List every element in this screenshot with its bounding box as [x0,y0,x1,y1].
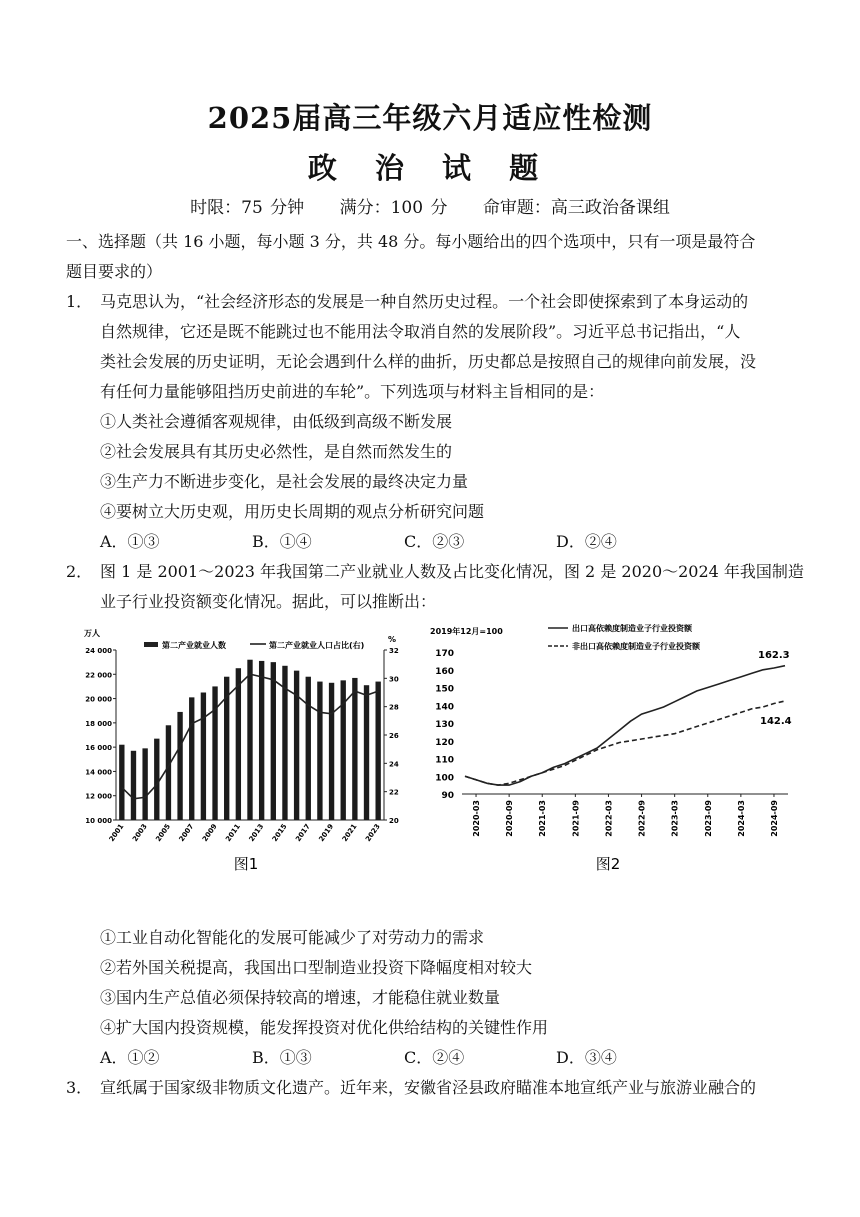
end-value-label: 142.4 [760,716,792,727]
left-tick-label: 16 000 [85,744,112,753]
option-c[interactable]: C．②④ [404,1048,465,1067]
x-tick-label: 2017 [294,822,312,844]
employment-bar [154,739,159,820]
x-tick-label: 2001 [107,822,126,844]
right-axis-unit: % [388,635,397,644]
legend-label: 非出口高依赖度制造业子行业投资额 [572,642,700,651]
x-tick-label: 2023-03 [670,800,680,837]
question-stem-line: 自然规律，它还是既不能跳过也不能用法令取消自然的发展阶段”。习近平总书记指出，“人 [100,322,741,341]
employment-bar [166,725,171,820]
employment-bar [306,677,311,820]
statement-item: ③生产力不断进步变化，是社会发展的最终决定力量 [100,472,469,491]
question-number: 2． [66,562,93,581]
statement-item: ③国内生产总值必须保持较高的增速，才能稳住就业数量 [100,988,501,1007]
section-line: 题目要求的） [66,262,163,281]
x-tick-label: 2024-03 [736,800,746,837]
statement-item: ①人类社会遵循客观规律，由低级到高级不断发展 [100,412,453,431]
employment-bar [119,745,124,820]
option-b[interactable]: B．①④ [252,532,312,551]
answer-options [100,529,708,552]
left-axis-unit: 万人 [84,629,100,638]
answer-options [100,1045,708,1068]
right-tick-label: 20 [389,817,399,825]
legend-label: 第二产业就业人数 [162,641,226,650]
employment-bar [177,712,182,820]
export-dependent-line [465,666,785,785]
left-tick-label: 18 000 [85,719,112,728]
employment-bar [294,671,299,820]
employment-bar [236,668,241,820]
figure-1-chart [82,622,418,880]
left-tick-label: 20 000 [85,695,112,704]
x-tick-label: 2019 [317,822,336,844]
figure-caption: 图2 [595,855,621,873]
y-tick-label: 120 [435,737,454,748]
option-b[interactable]: B．①③ [252,1048,312,1067]
y-tick-label: 100 [435,773,454,784]
x-tick-label: 2007 [177,822,196,844]
option-a[interactable]: A．①② [100,1048,160,1067]
employment-bar [247,660,252,820]
non-export-dependent-line [465,701,785,785]
x-tick-label: 2005 [154,822,173,844]
left-tick-label: 10 000 [85,817,112,825]
employment-bar [142,748,147,820]
x-tick-label: 2021 [340,822,359,844]
employment-bar [317,682,322,820]
end-value-label: 162.3 [758,650,790,661]
time-limit: 时限：75 分钟 [190,198,305,218]
employment-bar [375,682,380,820]
left-tick-label: 24 000 [85,647,112,655]
right-tick-label: 22 [389,788,399,797]
option-c[interactable]: C．②③ [404,532,465,551]
x-tick-label: 2021-09 [571,800,581,837]
legend-label: 第二产业就业人口占比(右) [269,641,365,650]
subject-title: 政 治 试 题 [307,151,553,185]
x-tick-label: 2015 [270,822,289,844]
question-number: 1． [66,292,93,311]
question-stem-line: 有任何力量能够阻挡历史前进的车轮”。下列选项与材料主旨相同的是： [100,382,605,401]
employment-bar [201,693,206,821]
y-tick-label: 110 [435,755,454,766]
figure-2-chart [428,618,798,880]
x-tick-label: 2023-09 [703,800,713,837]
employment-bar [259,661,264,820]
right-tick-label: 32 [389,647,399,655]
y-tick-label: 140 [435,702,454,713]
x-tick-label: 2024-09 [769,800,779,837]
y-tick-label: 150 [435,684,454,695]
statement-item: ②若外国关税提高，我国出口型制造业投资下降幅度相对较大 [100,958,533,977]
statement-item: ①工业自动化智能化的发展可能减少了对劳动力的需求 [100,928,485,947]
x-tick-label: 2020-09 [505,800,515,837]
option-a[interactable]: A．①③ [100,532,160,551]
x-tick-label: 2022-03 [604,800,614,837]
question-stem-line: 马克思认为，“社会经济形态的发展是一种自然历史过程。一个社会即使探索到了本身运动的 [100,292,749,311]
right-tick-label: 30 [389,675,399,684]
y-tick-label: 90 [441,791,454,801]
employment-bar [364,685,369,820]
right-tick-label: 24 [389,760,399,769]
question-stem-line: 业子行业投资额变化情况。据此，可以推断出： [100,592,437,611]
x-tick-label: 2023 [364,822,382,844]
left-tick-label: 14 000 [85,768,112,777]
question-stem-line: 类社会发展的历史证明，无论会遇到什么样的曲折，历史都总是按照自己的规律向前发展，没 [100,352,757,371]
employment-bar [271,662,276,820]
x-tick-label: 2021-03 [538,800,548,837]
question-stem-line: 图 1 是 2001～2023 年我国第二产业就业人数及占比变化情况，图 2 是 2020～2024 年我国制造 [100,562,804,581]
employment-bar [352,678,357,820]
exam-meta [0,193,860,218]
option-d[interactable]: D．②④ [556,532,617,551]
base-note: 2019年12月=100 [430,627,503,636]
question-setter: 命审题：高三政治备课组 [482,198,670,218]
option-d[interactable]: D．③④ [556,1048,617,1067]
question-stem-line: 宣纸属于国家级非物质文化遗产。近年来，安徽省泾县政府瞄准本地宣纸产业与旅游业融合的 [100,1078,757,1097]
exam-title: 2025届高三年级六月适应性检测 [207,101,653,135]
right-tick-label: 28 [389,703,399,712]
y-tick-label: 170 [435,649,454,659]
right-tick-label: 26 [389,732,399,740]
x-tick-label: 2020-03 [472,800,482,837]
section-line: 一、选择题（共 16 小题，每小题 3 分，共 48 分。每小题给出的四个选项中，只有一项是最符合 [66,232,756,251]
x-tick-label: 2003 [131,822,149,844]
legend-label: 出口高依赖度制造业子行业投资额 [572,624,692,633]
x-tick-label: 2013 [247,822,266,844]
x-tick-label: 2009 [200,822,219,844]
x-tick-label: 2022-09 [637,800,647,837]
question-number: 3． [66,1078,93,1097]
left-tick-label: 12 000 [85,792,112,801]
statement-item: ④扩大国内投资规模，能发挥投资对优化供给结构的关键性作用 [100,1018,549,1037]
left-tick-label: 22 000 [85,671,112,680]
employment-bar [131,751,136,820]
statement-item: ④要树立大历史观，用历史长周期的观点分析研究问题 [100,502,485,521]
y-tick-label: 160 [435,666,454,677]
x-tick-label: 2011 [224,822,242,844]
y-tick-label: 130 [435,720,454,730]
employment-bar [189,697,194,820]
figure-caption: 图1 [233,855,259,873]
full-score: 满分：100 分 [339,198,448,218]
legend-swatch-bars [144,642,158,647]
statement-item: ②社会发展具有其历史必然性，是自然而然发生的 [100,442,453,461]
employment-bar [329,683,334,820]
